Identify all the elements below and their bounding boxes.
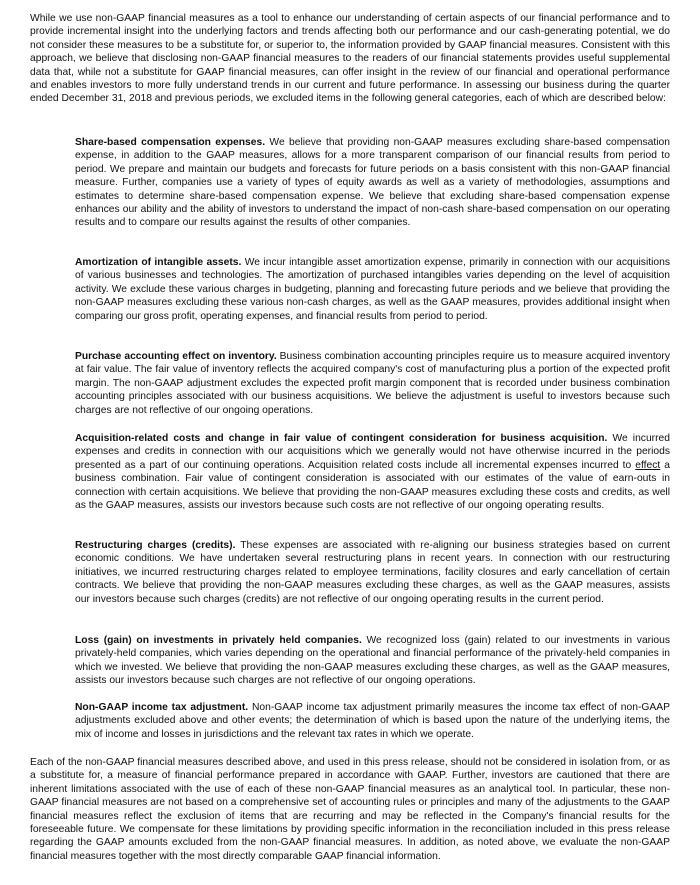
intro-paragraph: While we use non-GAAP financial measures as a tool to enhance our understanding of certain aspects of our financial performance and to provide incremental insight into the underlying factors and trends affecting both our performance and our cash-generating potential, we do not consider these measures to be a substitute for, or superior to, the information provided by GAAP financial measures. Consistent with this approach, we believe that disclosing non-GAAP financial measures to the readers of our financial statements provides useful supplemental data that, while not a substitute for GAAP financial measures, can offer insight in the review of our financial and operational performance and enables investors to more fully understand trends in our current and future performance. In assessing our business during the quarter ended December 31, 2018 and previous periods, we excluded items in the following general categories, each of which are described below: [30, 13, 670, 105]
item-heading: Share-based compensation expenses. [75, 137, 266, 148]
item-heading: Acquisition-related costs and change in fair value of contingent consideration for business acquisition. [75, 433, 608, 444]
item-body: Business combination accounting principles require us to measure acquired inventory at fair value. The fair value of inventory reflects the acquired company's cost of manufacturing plus a portion of the expected profit margin. The non-GAAP adjustment excludes the expected profit margin component that is recorded under business combination accounting principles associated with our business acquisitions. We believe the adjustment is useful to investors because such charges are not reflective of our ongoing operations. [75, 351, 670, 416]
item-body: We believe that providing non-GAAP measures excluding share-based compensation expense, in addition to the GAAP measures, allows for a more transparent comparison of our financial results from period to period. We prepare and maintain our budgets and forecasts for future periods on a basis consistent with this non-GAAP financial measure. Further, companies use a variety of types of equity awards as well as a variety of methodologies, assumptions and estimates to determine share-based compensation expense. We believe that excluding share-based compensation expense enhances our ability and the ability of investors to understand the impact of non-cash share-based compensation on our operating results and to compare our results against the results of other companies. [75, 137, 670, 229]
item-body: Non-GAAP income tax adjustment primarily measures the income tax effect of non-GAAP adjustments excluded above and other events; the determination of which is based upon the nature of the underlying items, the mix of income and losses in jurisdictions and the relevant tax rates in which we operate. [75, 702, 670, 740]
item-body: These expenses are associated with re-aligning our business strategies based on current economic conditions. We have undertaken several restructuring plans in recent years. In connection with our restructuring initiatives, we incurred restructuring charges related to employee terminations, facility closures and early cancellation of certain contracts. We believe that providing the non-GAAP measures excluding these charges, as well as the GAAP measures, assists our investors because such charges (credits) are not reflective of our ongoing operating results in the current period. [75, 540, 671, 605]
item-body-after: a business combination. Fair value of contingent consideration is associated with our estimates of the value of earn-outs in connection with certain acquisitions. We believe that providing the non-GAAP measures excluding these costs and credits, as well as the GAAP measures, assists our investors because such costs are not reflective of our ongoing operating results. [75, 459, 670, 512]
item-heading: Amortization of intangible assets. [75, 257, 242, 268]
item-income-tax-adjustment [75, 701, 670, 741]
item-loss-gain-investments [75, 634, 670, 688]
item-amortization-intangibles [75, 256, 670, 323]
item-share-based-compensation [75, 136, 670, 230]
item-acquisition-related-costs [75, 432, 670, 512]
marked-word: effect [635, 459, 661, 471]
item-body: We recognized loss (gain) related to our investments in various privately-held companies, which varies depending on the operational and financial performance of the privately-held companies in which we invested. We believe that providing the non-GAAP measures excluding these charges, as well as the GAAP measures, assists our investors because such charges are not reflective of our ongoing operations. [75, 635, 671, 687]
closing-paragraph: Each of the non-GAAP financial measures described above, and used in this press release, should not be considered in isolation from, or as a substitute for, a measure of financial performance prepared in accordance with GAAP. Further, investors are cautioned that there are inherent limitations associated with the use of each of these non-GAAP financial measures as an analytical tool. In particular, these non-GAAP financial measures are not based on a comprehensive set of accounting rules or principles and many of the adjustments to the GAAP financial measures reflect the exclusion of items that are recurring and may be reflected in the Company's financial results for the foreseeable future. We compensate for these limitations by providing specific information in the reconciliation included in this press release regarding the GAAP amounts excluded from the non-GAAP financial measures. In addition, as noted above, we evaluate the non-GAAP financial measures together with the most directly comparable GAAP financial information. [30, 757, 670, 862]
item-heading: Loss (gain) on investments in privately held companies. [75, 635, 362, 646]
item-restructuring-charges [75, 539, 670, 606]
item-heading: Purchase accounting effect on inventory. [75, 351, 277, 362]
item-body: We incur intangible asset amortization expense, primarily in connection with our acquisitions of various businesses and technologies. The amortization of purchased intangibles varies depending on the level of acquisition activity. We exclude these various charges in budgeting, planning and forecasting future periods and we believe that providing the non-GAAP measures excluding these various non-cash charges, as well as the GAAP measures, provides additional insight when comparing our gross profit, operating expenses, and financial results from period to period. [75, 257, 670, 322]
item-body-before: We incurred expenses and credits in connection with our acquisitions which we generally would not have otherwise incurred in the periods presented as a part of our continuing operations. Acquisition related costs include all incremental expenses incurred to [75, 433, 670, 471]
item-purchase-accounting-inventory [75, 350, 670, 417]
item-heading: Non-GAAP income tax adjustment. [75, 702, 249, 713]
item-heading: Restructuring charges (credits). [75, 540, 236, 551]
